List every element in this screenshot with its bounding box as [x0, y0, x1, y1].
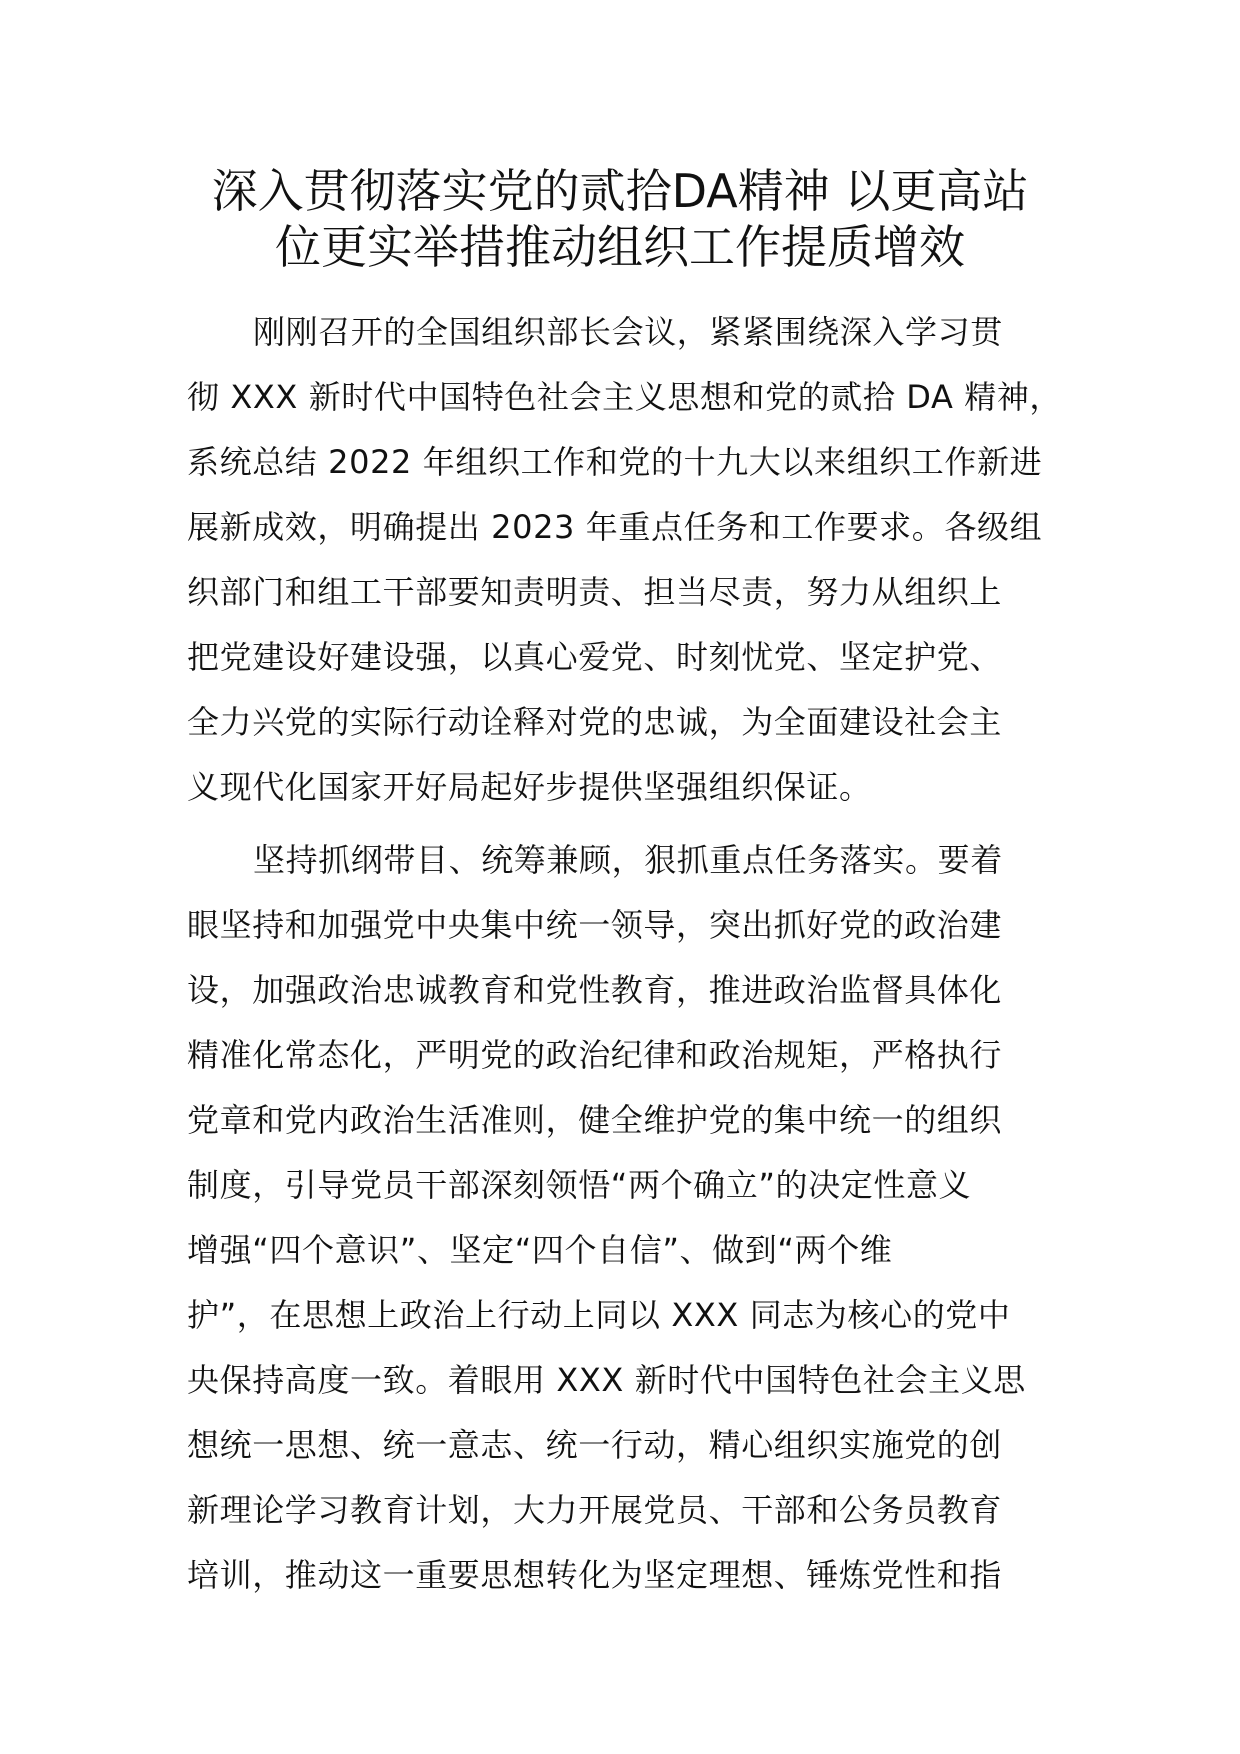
paragraph-1: [187, 300, 1067, 820]
paragraph-line: 增强“四个意识”、坚定“四个自信”、做到“两个维: [187, 1231, 893, 1269]
paragraph-line: 想统一思想、统一意志、统一行动，精心组织实施党的创: [187, 1426, 1003, 1464]
document-body: [187, 300, 1067, 1608]
paragraph-line: 刚刚召开的全国组织部长会议，紧紧围绕深入学习贯: [253, 313, 1003, 351]
title-line-1: 深入贯彻落实党的贰拾DA精神 以更高站: [211, 164, 1029, 218]
paragraph-line: 培训，推动这一重要思想转化为坚定理想、锤炼党性和指: [187, 1556, 1003, 1594]
paragraph-line: 党章和党内政治生活准则，健全维护党的集中统一的组织: [187, 1101, 1003, 1139]
paragraph-line: 护”，在思想上政治上行动上同以 XXX 同志为核心的党中: [187, 1296, 1011, 1334]
paragraph-line: 坚持抓纲带目、统筹兼顾，狠抓重点任务落实。要着: [253, 841, 1003, 879]
paragraph-line: 织部门和组工干部要知责明责、担当尽责，努力从组织上: [187, 573, 1003, 611]
paragraph-line: 设，加强政治忠诚教育和党性教育，推进政治监督具体化: [187, 971, 1003, 1009]
paragraph-line: 系统总结 2022 年组织工作和党的十九大以来组织工作新进: [187, 443, 1043, 481]
paragraph-line: 央保持高度一致。着眼用 XXX 新时代中国特色社会主义思: [187, 1361, 1026, 1399]
paragraph-line: 把党建设好建设强，以真心爱党、时刻忧党、坚定护党、: [187, 638, 1003, 676]
paragraph-line: 彻 XXX 新时代中国特色社会主义思想和党的贰拾 DA 精神，: [187, 378, 1063, 416]
document-title: [150, 163, 1090, 275]
paragraph-line: 眼坚持和加强党中央集中统一领导，突出抓好党的政治建: [187, 906, 1003, 944]
paragraph-line: 全力兴党的实际行动诠释对党的忠诚，为全面建设社会主: [187, 703, 1003, 741]
paragraph-spacer: [187, 820, 1067, 828]
title-line-2: 位更实举措推动组织工作提质增效: [275, 220, 965, 274]
paragraph-line: 义现代化国家开好局起好步提供坚强组织保证。: [187, 768, 872, 806]
paragraph-line: 制度，引导党员干部深刻领悟“两个确立”的决定性意义: [187, 1166, 972, 1204]
paragraph-line: 展新成效，明确提出 2023 年重点任务和工作要求。各级组: [187, 508, 1043, 546]
paragraph-2: [187, 828, 1067, 1608]
paragraph-line: 精准化常态化，严明党的政治纪律和政治规矩，严格执行: [187, 1036, 1003, 1074]
paragraph-line: 新理论学习教育计划，大力开展党员、干部和公务员教育: [187, 1491, 1003, 1529]
